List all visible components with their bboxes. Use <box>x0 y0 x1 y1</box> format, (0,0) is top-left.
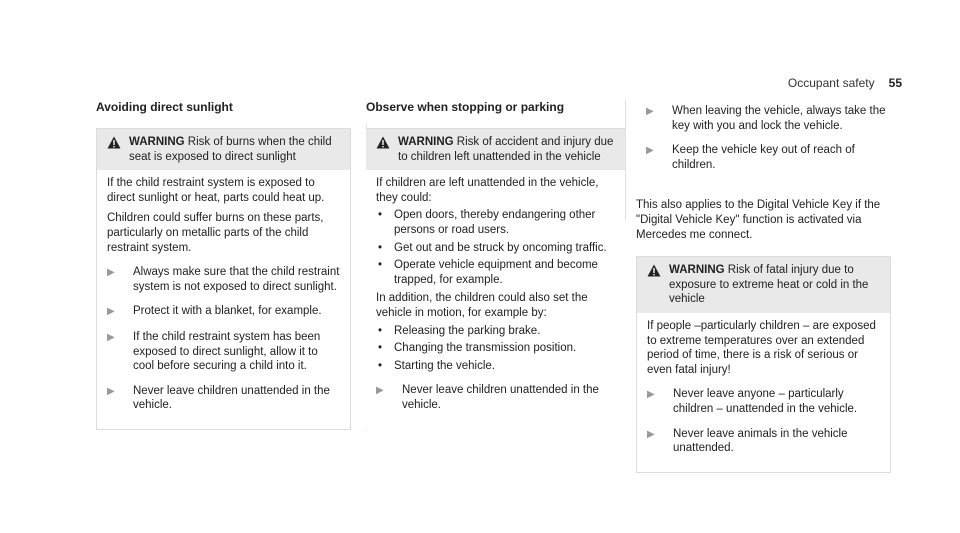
warning-body <box>637 313 890 472</box>
instruction-text: Protect it with a blanket, for example. <box>133 305 322 318</box>
instruction-item <box>647 387 880 416</box>
instruction-text: Never leave anyone – particularly children – unattended in the vehicle. <box>673 388 858 415</box>
arrow-right-icon: ▶ <box>646 145 654 157</box>
paragraph: In addition, the children could also set the vehicle in motion, for example by: <box>376 292 588 319</box>
bullet-list <box>376 208 616 287</box>
instruction-text: Keep the vehicle key out of reach of children. <box>672 144 855 171</box>
arrow-right-icon: ▶ <box>107 331 115 343</box>
instruction-text: If the child restraint system has been exposed to direct sunlight, allow it to cool before securing a child into it. <box>133 330 321 373</box>
instruction-item <box>646 143 891 172</box>
instruction-item <box>107 304 340 320</box>
instruction-text: Never leave animals in the vehicle unattended. <box>673 427 848 455</box>
instruction-text: Never leave children unattended in the vehicle. <box>133 384 330 412</box>
instruction-item <box>647 427 880 456</box>
instruction-item <box>107 384 340 413</box>
instruction-item <box>376 383 616 412</box>
instruction-item <box>107 330 340 374</box>
column-avoiding-sunlight <box>96 100 351 430</box>
warning-body <box>366 170 626 428</box>
warning-header <box>637 257 890 313</box>
arrow-right-icon: ▶ <box>647 428 655 440</box>
warning-label: WARNING <box>129 136 185 148</box>
arrow-right-icon: ▶ <box>646 106 654 117</box>
bullet-dot: • <box>378 359 383 372</box>
bullet-list <box>376 324 616 374</box>
list-item: • Changing the transmission position. <box>378 342 577 355</box>
instruction-text: Never leave children unattended in the vehicle. <box>402 384 599 411</box>
bullet-dot: • <box>378 324 383 337</box>
warning-triangle-icon <box>376 136 398 154</box>
instruction-text: Always make sure that the child restraint system is not exposed to direct sunlight. <box>133 266 340 293</box>
warning-header <box>97 129 350 170</box>
warning-triangle-icon <box>107 136 129 154</box>
warning-label: WARNING <box>398 136 454 148</box>
paragraph: This also applies to the Digital Vehicle Key if the "Digital Vehicle Key" function is activated via Mercedes me connect. <box>636 199 881 241</box>
warning-body <box>97 170 350 429</box>
warning-text: Risk of accident and injury due to children left unattended in the vehicle <box>398 136 614 163</box>
list-item: • Operate vehicle equipment and become trapped, for example. <box>378 259 598 286</box>
column-continued <box>636 104 891 473</box>
page-number: 55 <box>888 76 902 90</box>
arrow-right-icon: ▶ <box>107 385 115 397</box>
bullet-dot: • <box>378 241 383 254</box>
warning-header <box>366 129 626 170</box>
arrow-right-icon: ▶ <box>107 306 115 318</box>
instruction-text: When leaving the vehicle, always take the key with you and lock the vehicle. <box>672 105 886 132</box>
paragraph: Children could suffer burns on these parts, particularly on metallic parts of the child restraint system. <box>107 212 324 254</box>
warning-label: WARNING <box>669 264 725 277</box>
instruction-group <box>636 104 891 186</box>
list-item: • Releasing the parking brake. <box>378 324 541 337</box>
bullet-dot: • <box>378 342 383 355</box>
page-header <box>788 76 902 91</box>
bullet-dot: • <box>378 209 383 222</box>
instruction-item <box>646 104 891 133</box>
list-item: • Starting the vehicle. <box>378 359 496 372</box>
list-item: • Get out and be struck by oncoming traffic. <box>378 241 607 254</box>
arrow-right-icon: ▶ <box>107 267 115 279</box>
paragraph: If children are left unattended in the vehicle, they could: <box>376 177 599 204</box>
heading-avoiding-sunlight: Avoiding direct sunlight <box>96 100 233 114</box>
arrow-right-icon: ▶ <box>647 389 655 401</box>
bullet-dot: • <box>378 259 383 272</box>
warning-text: Risk of fatal injury due to exposure to extreme heat or cold in the vehicle <box>669 264 869 306</box>
column-stopping-parking <box>366 100 626 429</box>
warning-triangle-icon <box>647 264 669 282</box>
warning-box-extreme-temps <box>636 256 891 473</box>
section-title: Occupant safety <box>787 76 875 90</box>
instruction-item <box>107 265 340 294</box>
warning-box-burns <box>96 128 351 430</box>
paragraph: If people –particularly children – are exposed to extreme temperatures over an extended period of time, there is a risk of serious or even fatal injury! <box>647 319 876 376</box>
heading-stopping-parking: Observe when stopping or parking <box>366 100 565 114</box>
arrow-right-icon: ▶ <box>376 385 384 397</box>
column-divider <box>625 100 626 220</box>
paragraph: If the child restraint system is exposed to direct sunlight or heat, parts could heat up. <box>107 177 325 204</box>
list-item: • Open doors, thereby endangering other persons or road users. <box>378 209 596 236</box>
warning-text: Risk of burns when the child seat is exposed to direct sunlight <box>129 136 332 163</box>
warning-box-children <box>366 128 626 429</box>
